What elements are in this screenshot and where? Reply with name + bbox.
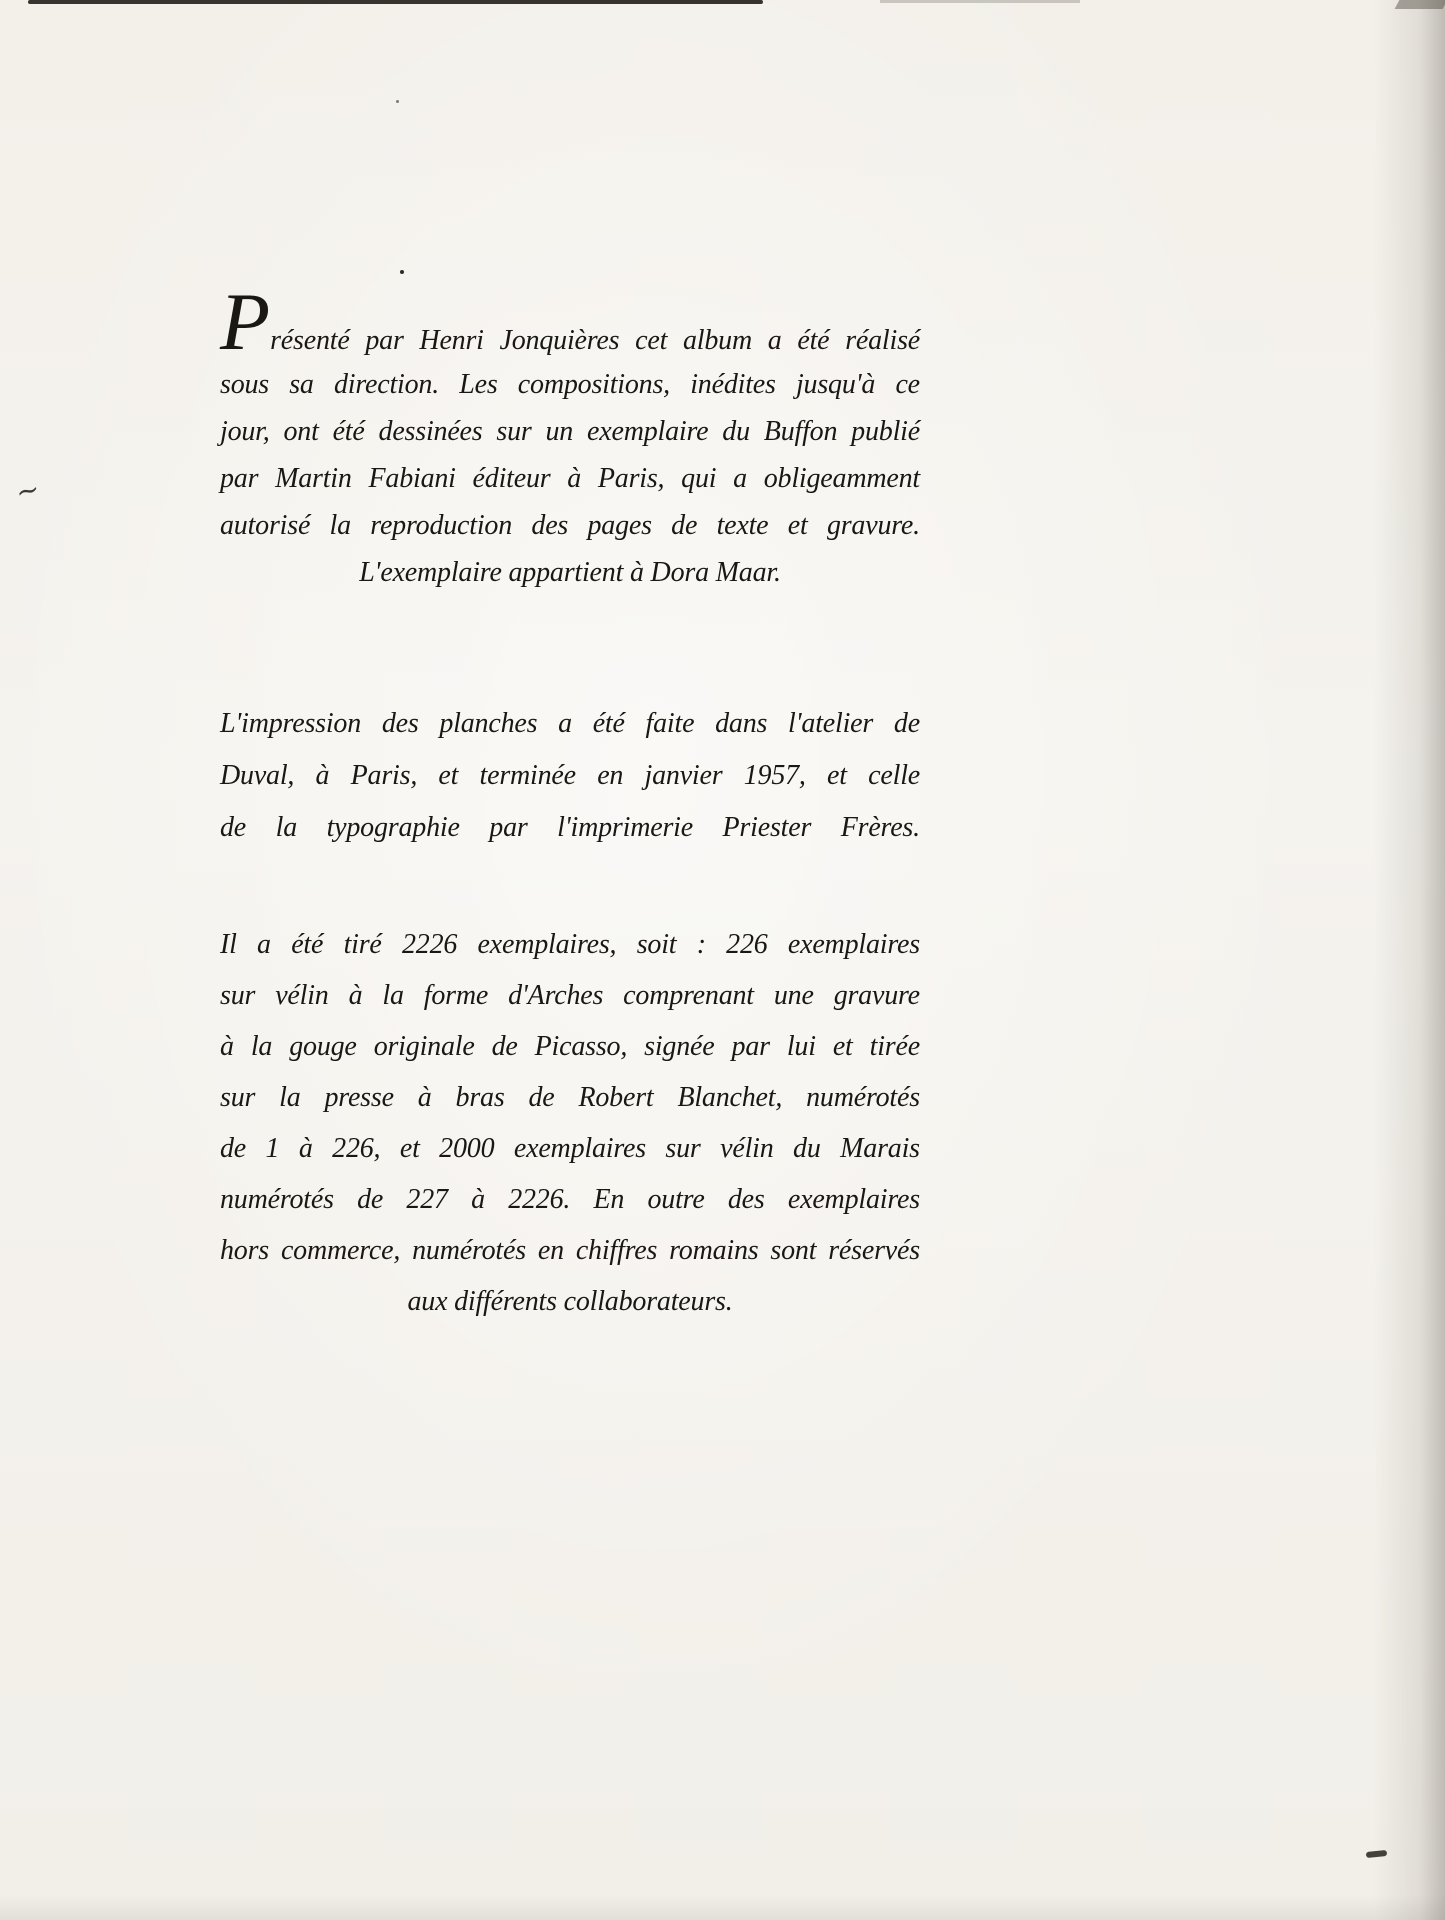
text-line: Duval, à Paris, et terminée en janvier 1957, et celle	[220, 760, 920, 791]
text-line: Présenté par Henri Jonquières cet album a été réalisé	[220, 276, 920, 367]
scan-left-margin-mark: ∼	[12, 473, 43, 510]
text-line: L'exemplaire appartient à Dora Maar.	[359, 557, 781, 588]
dropcap-initial: P	[220, 276, 269, 367]
text-line: de 1 à 226, et 2000 exemplaires sur vélin du Marais	[220, 1133, 920, 1164]
scan-top-edge-mark	[28, 0, 763, 4]
paper-speck	[396, 100, 399, 103]
text-line: jour, ont été dessinées sur un exemplaire du Buffon publié	[220, 416, 920, 447]
paragraph-presentation	[220, 276, 920, 604]
text-line: L'impression des planches a été faite dans l'atelier de	[220, 708, 920, 739]
paragraph-tirage	[220, 929, 920, 1337]
text-line: hors commerce, numérotés en chiffres romains sont réservés	[220, 1235, 920, 1266]
text-line: autorisé la reproduction des pages de texte et gravure.	[220, 510, 920, 541]
scan-right-edge-shadow	[1373, 0, 1445, 1920]
text-line: aux différents collaborateurs.	[407, 1286, 733, 1317]
text-line: à la gouge originale de Picasso, signée par lui et tirée	[220, 1031, 920, 1062]
colophon-text-block	[220, 276, 920, 1337]
text-line: sous sa direction. Les compositions, inédites jusqu'à ce	[220, 369, 920, 400]
paper-speck	[400, 270, 404, 274]
scan-bottom-edge-shadow	[0, 1894, 1445, 1920]
text-line: sur la presse à bras de Robert Blanchet, numérotés	[220, 1082, 920, 1113]
text-line: Il a été tiré 2226 exemplaires, soit : 226 exemplaires	[220, 929, 920, 960]
text-line: sur vélin à la forme d'Arches comprenant une gravure	[220, 980, 920, 1011]
scan-top-edge-mark-right	[880, 0, 1080, 3]
paragraph-impression	[220, 708, 920, 864]
text-line: par Martin Fabiani éditeur à Paris, qui a obligeamment	[220, 463, 920, 494]
text-line: de la typographie par l'imprimerie Priester Frères.	[220, 812, 920, 843]
text-line: numérotés de 227 à 2226. En outre des exemplaires	[220, 1184, 920, 1215]
